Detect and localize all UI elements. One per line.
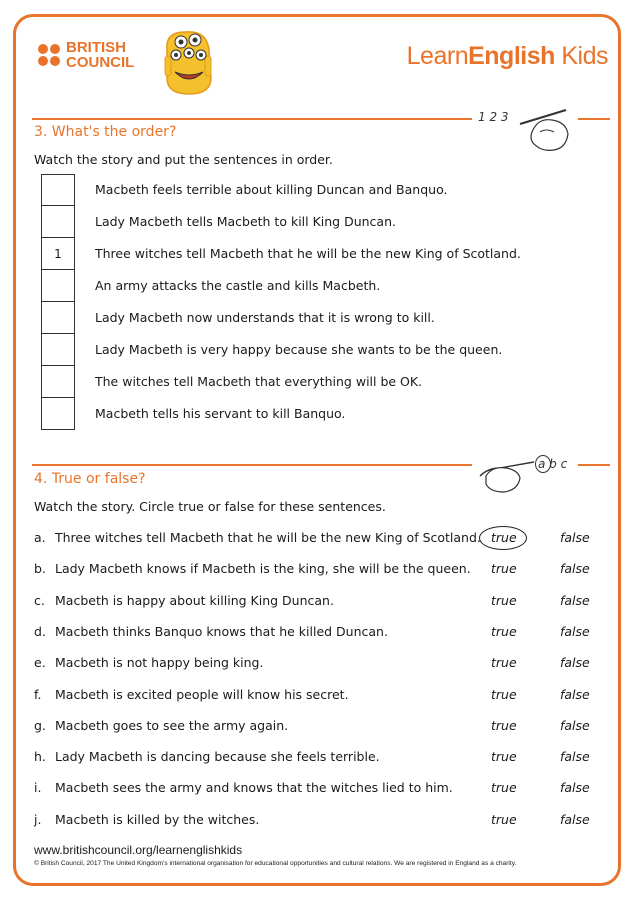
false-option[interactable]: false bbox=[560, 624, 590, 639]
true-option[interactable]: true bbox=[491, 593, 517, 608]
section4-divider-right bbox=[578, 464, 610, 466]
tf-item-letter: c. bbox=[34, 593, 45, 608]
tf-item-letter: g. bbox=[34, 718, 46, 733]
order-box[interactable] bbox=[41, 174, 75, 206]
tf-item-sentence: Macbeth goes to see the army again. bbox=[55, 718, 289, 733]
section3-title: 3. What's the order? bbox=[34, 124, 177, 140]
tf-item-sentence: Macbeth thinks Banquo knows that he killed Duncan. bbox=[55, 624, 388, 639]
order-sentence: Lady Macbeth is very happy because she wants to be the queen. bbox=[95, 342, 503, 357]
logo-kids: Kids bbox=[554, 42, 608, 70]
section4-title: 4. True or false? bbox=[34, 471, 146, 487]
section4-deco-letters: a b c bbox=[538, 457, 568, 471]
true-option[interactable]: true bbox=[491, 780, 517, 795]
tf-item-letter: j. bbox=[34, 812, 42, 827]
section3-divider-left bbox=[32, 118, 472, 120]
false-option[interactable]: false bbox=[560, 687, 590, 702]
true-option[interactable]: true bbox=[491, 624, 517, 639]
tf-item-letter: b. bbox=[34, 561, 46, 576]
order-box[interactable] bbox=[41, 398, 75, 430]
false-option[interactable]: false bbox=[560, 593, 590, 608]
false-option[interactable]: false bbox=[560, 718, 590, 733]
order-box[interactable] bbox=[41, 206, 75, 238]
true-option[interactable]: true bbox=[491, 655, 517, 670]
tf-item-letter: d. bbox=[34, 624, 46, 639]
answer-circle bbox=[479, 526, 527, 550]
order-sentence: An army attacks the castle and kills Macbeth. bbox=[95, 278, 381, 293]
false-option[interactable]: false bbox=[560, 655, 590, 670]
order-sentence: Macbeth feels terrible about killing Duncan and Banquo. bbox=[95, 182, 448, 197]
tf-item-sentence: Macbeth is excited people will know his secret. bbox=[55, 687, 349, 702]
order-box[interactable] bbox=[41, 270, 75, 302]
tf-item-sentence: Macbeth is not happy being king. bbox=[55, 655, 264, 670]
section3-divider-right bbox=[578, 118, 610, 120]
tf-item-sentence: Macbeth is happy about killing King Duncan. bbox=[55, 593, 334, 608]
order-box[interactable] bbox=[41, 302, 75, 334]
section3-deco-numbers: 1 2 3 bbox=[478, 110, 509, 124]
order-box[interactable]: 1 bbox=[41, 238, 75, 270]
order-sentence: Macbeth tells his servant to kill Banquo. bbox=[95, 406, 346, 421]
pointing-hand-icon bbox=[478, 446, 540, 498]
british-council-logo bbox=[38, 40, 134, 70]
deco-circle-icon bbox=[535, 455, 551, 473]
tf-item-sentence: Macbeth sees the army and knows that the witches lied to him. bbox=[55, 780, 453, 795]
tf-item-letter: i. bbox=[34, 780, 42, 795]
false-option[interactable]: false bbox=[560, 812, 590, 827]
brand-line2: COUNCIL bbox=[66, 54, 135, 71]
learnenglish-kids-logo bbox=[407, 42, 608, 71]
monster-mascot-icon bbox=[157, 26, 219, 98]
order-box[interactable] bbox=[41, 334, 75, 366]
tf-item-sentence: Lady Macbeth is dancing because she feels terrible. bbox=[55, 749, 380, 764]
tf-item-sentence: Three witches tell Macbeth that he will be the new King of Scotland. bbox=[55, 530, 481, 545]
logo-english: English bbox=[468, 42, 555, 70]
true-option[interactable]: true bbox=[491, 812, 517, 827]
order-sentence: The witches tell Macbeth that everything will be OK. bbox=[95, 374, 423, 389]
order-sentence: Three witches tell Macbeth that he will be the new King of Scotland. bbox=[95, 246, 521, 261]
tf-item-letter: e. bbox=[34, 655, 46, 670]
footer-copyright: © British Council, 2017 The United Kingdom’s international organisation for educational opportunities and cultural relations. We are registered in England as a charity. bbox=[34, 860, 517, 867]
section4-divider-left bbox=[32, 464, 472, 466]
writing-hand-icon bbox=[516, 104, 574, 156]
logo-learn: Learn bbox=[406, 42, 469, 70]
true-option[interactable]: true bbox=[491, 687, 517, 702]
true-option[interactable]: true bbox=[491, 530, 517, 545]
section4-instruction: Watch the story. Circle true or false for these sentences. bbox=[34, 499, 386, 514]
order-box[interactable] bbox=[41, 366, 75, 398]
tf-item-sentence: Lady Macbeth knows if Macbeth is the king, she will be the queen. bbox=[55, 561, 471, 576]
true-option[interactable]: true bbox=[491, 718, 517, 733]
section3-instruction: Watch the story and put the sentences in order. bbox=[34, 152, 333, 167]
false-option[interactable]: false bbox=[560, 749, 590, 764]
logo-dots-icon bbox=[38, 44, 60, 66]
tf-item-letter: h. bbox=[34, 749, 46, 764]
order-sentence: Lady Macbeth now understands that it is wrong to kill. bbox=[95, 310, 435, 325]
footer-url: www.britishcouncil.org/learnenglishkids bbox=[34, 843, 243, 857]
tf-item-sentence: Macbeth is killed by the witches. bbox=[55, 812, 260, 827]
true-option[interactable]: true bbox=[491, 561, 517, 576]
tf-item-letter: f. bbox=[34, 687, 42, 702]
false-option[interactable]: false bbox=[560, 561, 590, 576]
false-option[interactable]: false bbox=[560, 780, 590, 795]
brand-line1: BRITISH bbox=[66, 39, 126, 56]
order-sentence: Lady Macbeth tells Macbeth to kill King Duncan. bbox=[95, 214, 396, 229]
tf-item-letter: a. bbox=[34, 530, 46, 545]
true-option[interactable]: true bbox=[491, 749, 517, 764]
false-option[interactable]: false bbox=[560, 530, 590, 545]
